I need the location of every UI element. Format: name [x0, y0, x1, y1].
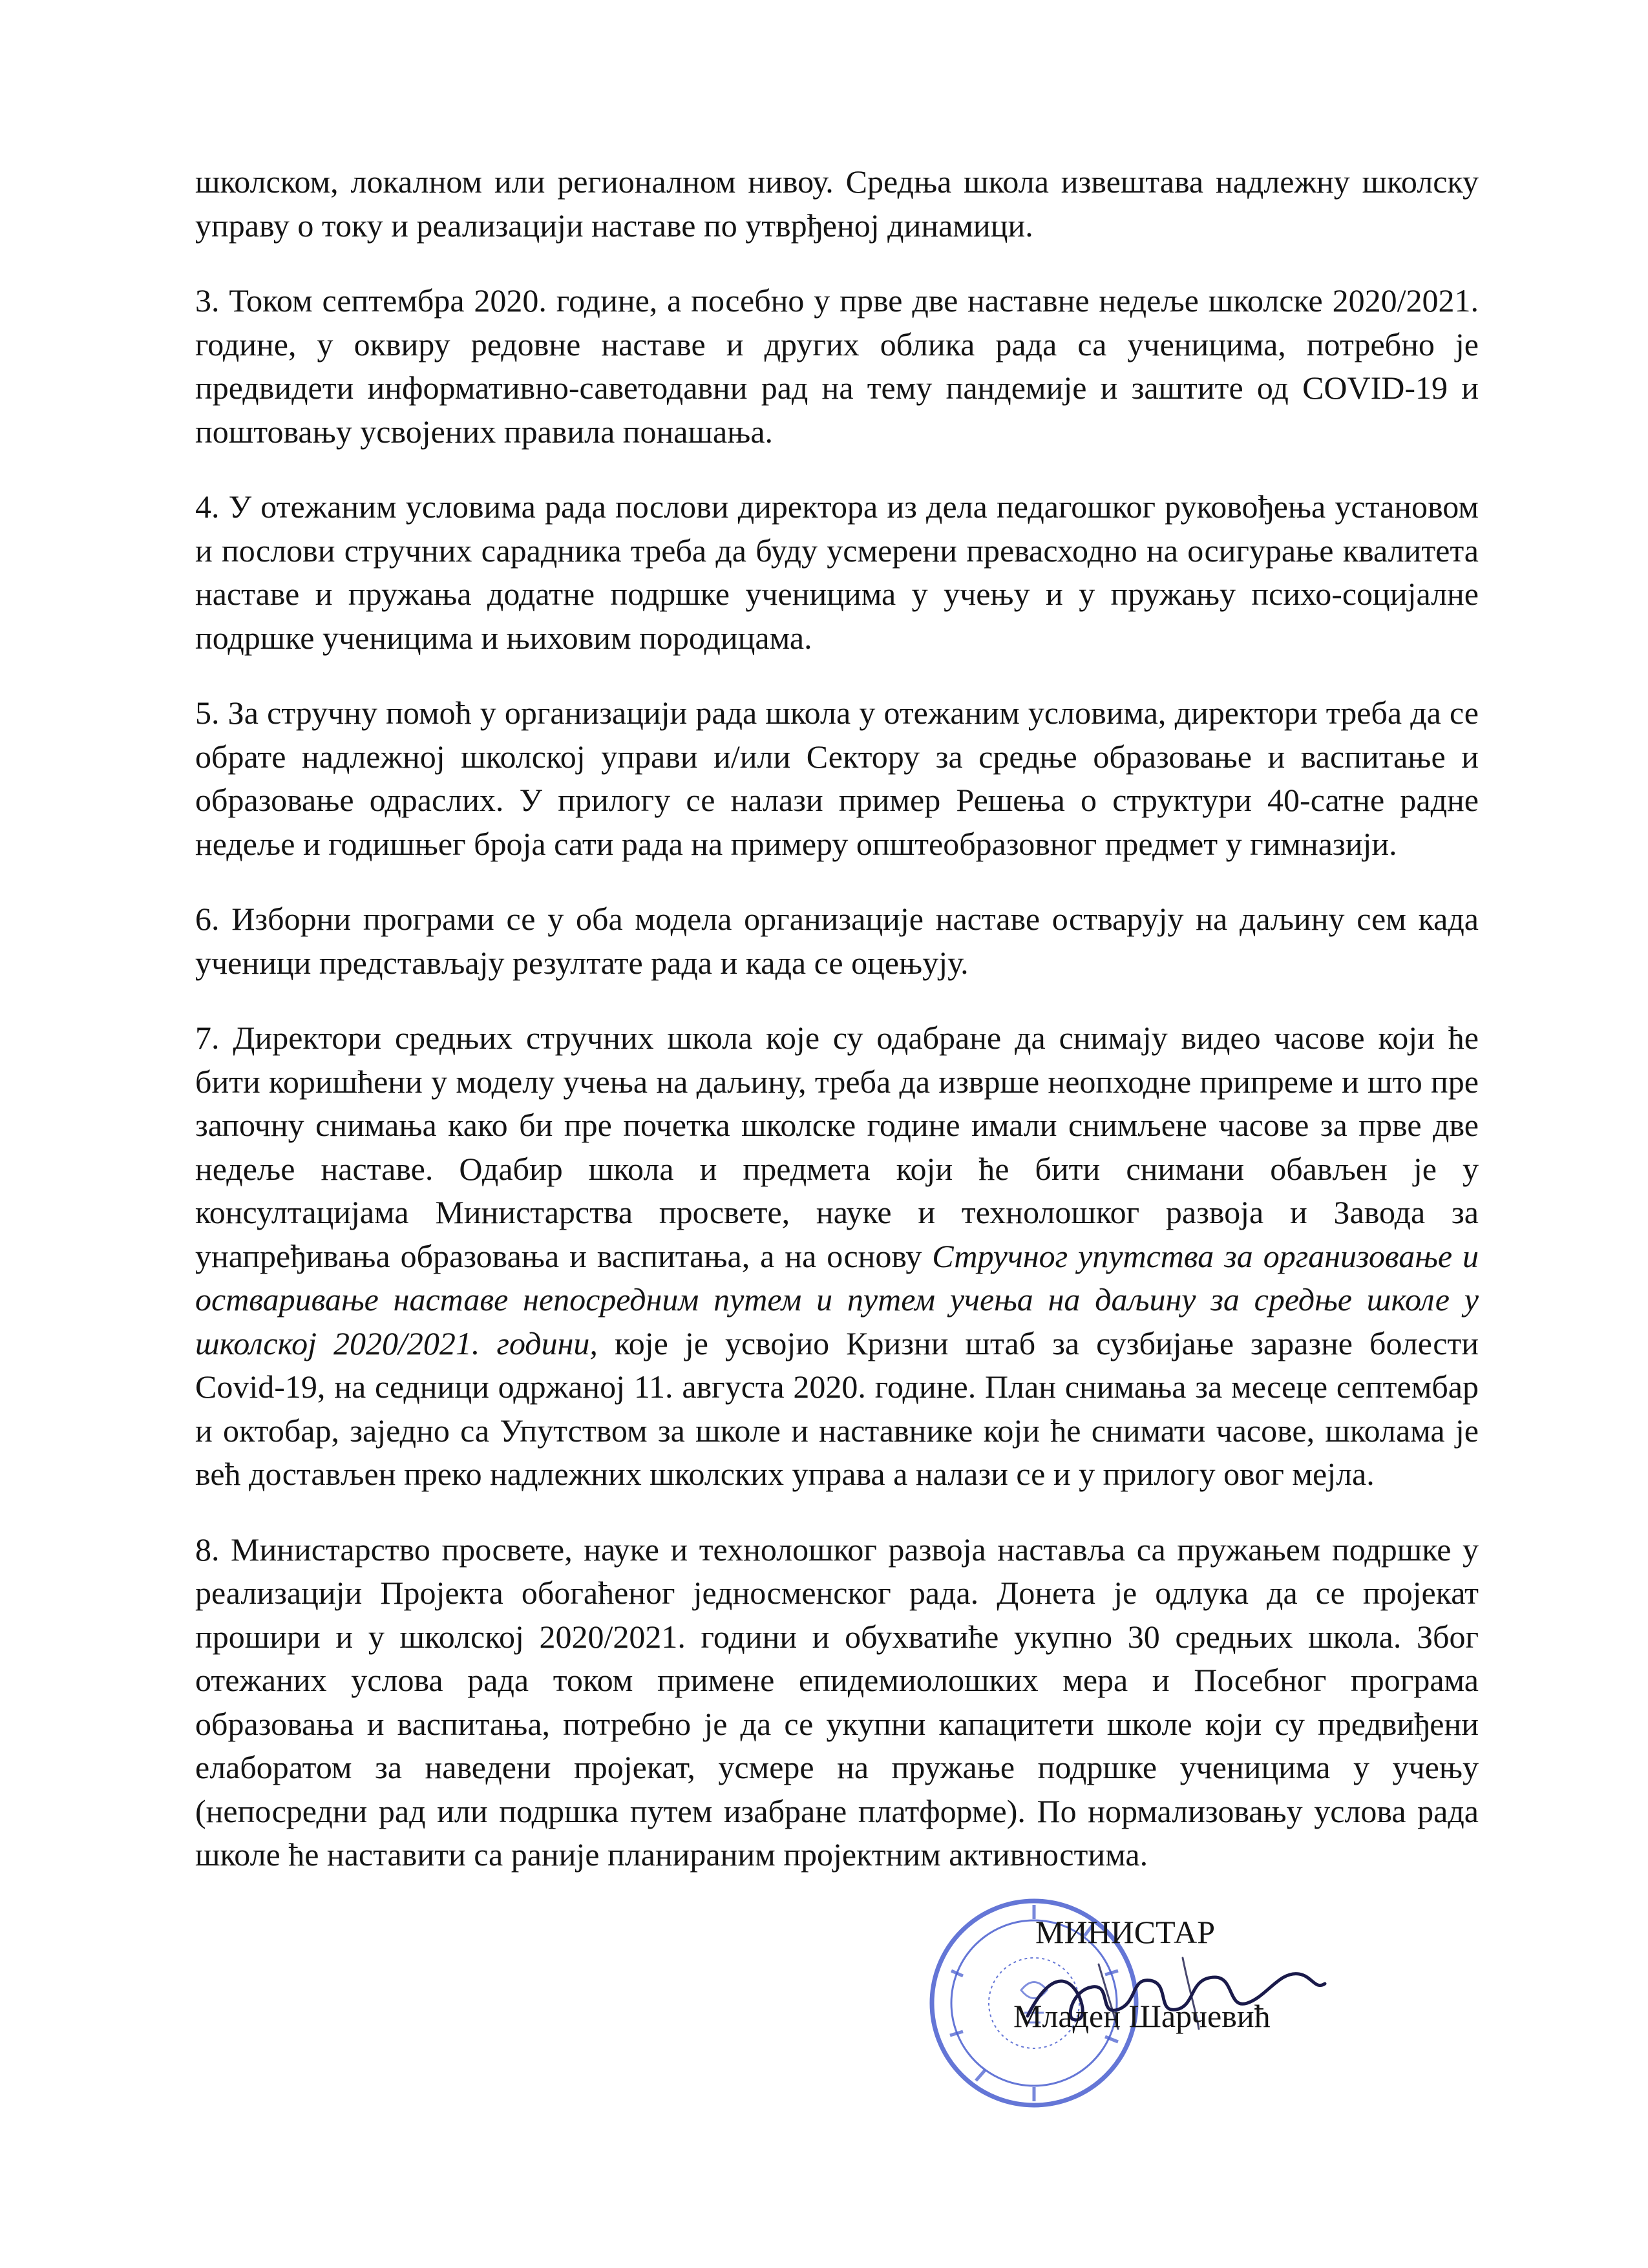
signature-title: МИНИСТАР	[1035, 1914, 1216, 1950]
paragraph-6: 6. Изборни програми се у оба модела организације наставе остварују на даљину сем када ученици представљају резултате рада и када се оцењују.	[195, 901, 1479, 981]
paragraph-7-text-end: које је усвојио Кризни штаб за сузбијање заразне болести Covid-19, на седници одржаној 11. августа 2020. године. План снимања за месеце септембар и октобар, заједно са Упутством за школе и наставнике који ће снимати часове, школама је већ достављен преко надлежних школских управа а налази се и у прилогу овог мејла.	[195, 1325, 1479, 1492]
signatory-name: Младен Шарчевић	[1013, 1998, 1271, 2034]
paragraph-3: 3. Током септембра 2020. године, а посебно у прве две наставне недеље школске 2020/2021. године, у оквиру редовне наставе и других облика рада са ученицима, потребно је предвидети информативно-саветодавни рад на тему пандемије и заштите од COVID-19 и поштовању усвојених правила понашања.	[195, 282, 1479, 450]
document-body	[195, 160, 1479, 1909]
paragraph-7	[195, 1016, 1479, 1496]
paragraph-1: школском, локалном или регионалном нивоу. Средња школа извештава надлежну школску управу о току и реализацији наставе по утврђеној динамици.	[195, 163, 1479, 244]
paragraph-5: 5. За стручну помоћ у организацији рада школа у отежаним условима, директори треба да се обрате надлежној школској управи и/или Сектору за средње образовање и васпитање и образовање одраслих. У прилогу се налази пример Решења о структури 40-сатне радне недеље и годишњег броја сати рада на примеру општеобразовног предмет у гимназији.	[195, 695, 1479, 862]
signature-block	[924, 1893, 1338, 2113]
paragraph-8: 8. Министарство просвете, науке и технолошког развоја наставља са пружањем подршке у реализацији Пројекта обогаћеног једносменског рада. Донета је одлука да се пројекат прошири и у школској 2020/2021. години и обухватиће укупно 30 средњих школа. Због отежаних услова рада током примене епидемиолошких мера и Посебног програма образовања и васпитања, потребно је да се укупни капацитети школе који су предвиђени елаборатом за наведени пројекат, усмере на пружање подршке ученицима у учењу (непосредни рад или подршка путем изабране платформе). По нормализовању услова рада школе ће наставити са раније планираним пројектним активностима.	[195, 1531, 1479, 1873]
paragraph-7-text-start: 7. Директори средњих стручних школа које су одабране да снимају видео часове који ће бити коришћени у моделу учења на даљину, треба да изврше неопходне припреме и што пре започну снимања како би пре почетка школске године имали снимљене часове за прве две недеље наставе. Одабир школа и предмета који ће бити снимани обављен је у консултацијама Министарства просвете, науке и технолошког развоја и Завода за унапређивања образовања и васпитања, а на основу	[195, 1020, 1479, 1274]
paragraph-7-italic-reference: Стручног упутства за организовање и остваривање наставе непосредним путем и путем учења на даљину за средње школе у школској 2020/2021. години,	[195, 1237, 1479, 1361]
paragraph-4: 4. У отежаним условима рада послови директора из дела педагошког руковођења установом и послови стручних сарадника треба да буду усмерени превасходно на осигурање квалитета наставе и пружања додатне подршке ученицима у учењу и у пружању психо-социјалне подршке ученицима и њиховим породицама.	[195, 488, 1479, 656]
